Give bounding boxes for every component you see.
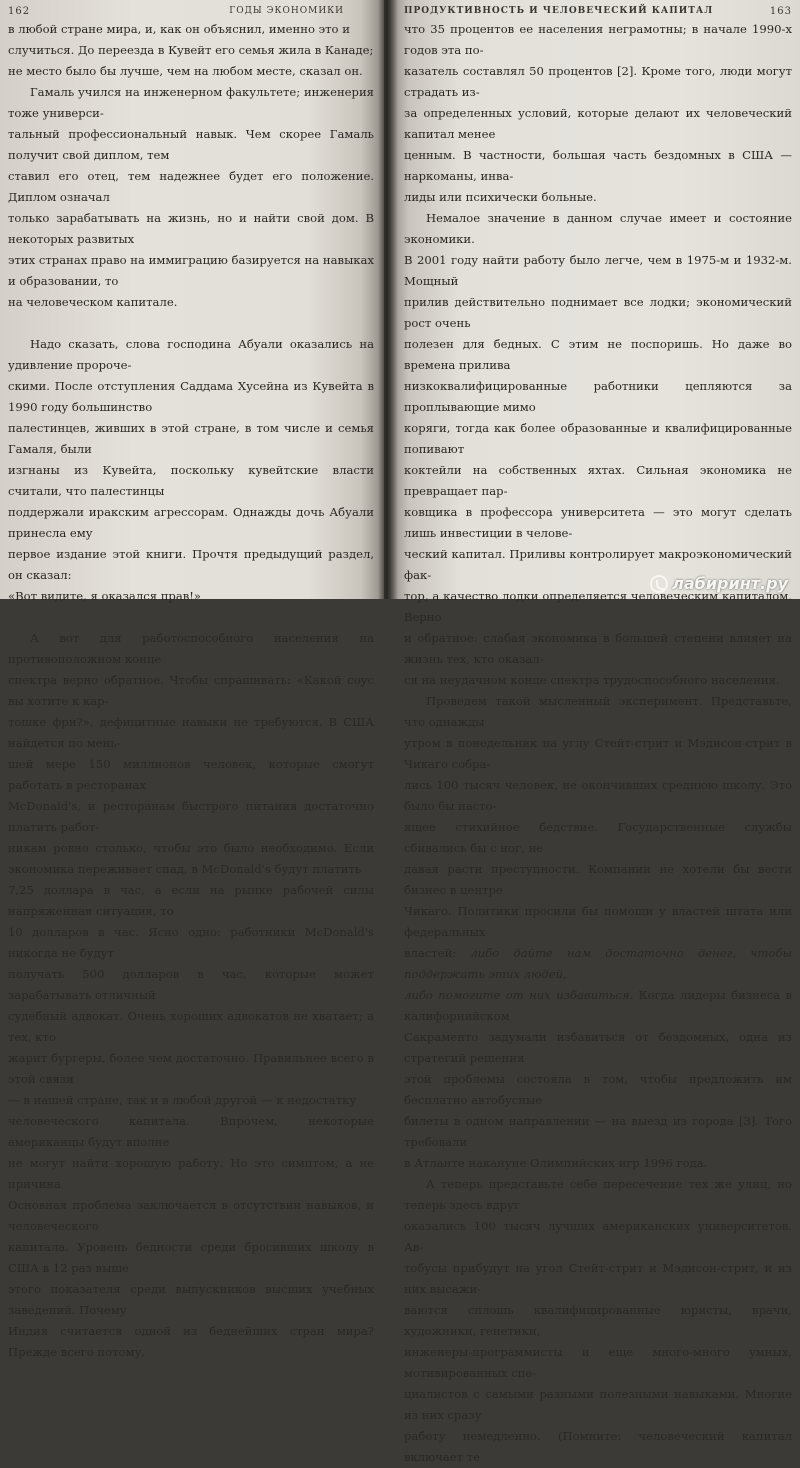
left-page-header: [8, 4, 374, 18]
text-line: Гамаль учился на инженерном факультете; инженерия тоже универси-: [8, 85, 374, 120]
text-line: что 35 процентов ее населения неграмотны; в начале 1990-х годов эта по-: [404, 22, 792, 57]
text-line: низкоквалифицированные работники цепляются за проплывающие мимо: [404, 379, 792, 414]
text-line: шей мере 150 миллионов человек, которые смогут работать в ресторанах: [8, 757, 374, 792]
left-page: [0, 0, 384, 1359]
text-line: Надо сказать, слова господина Абуали оказались на удивление пророче-: [8, 337, 374, 372]
text-line: скими. После отступления Саддама Хусейна из Кувейта в 1990 году большинство: [8, 379, 374, 414]
text-line: никам ровно столько, чтобы это было необходимо. Если экономика переживает спад, в McDonald's будут платить: [8, 841, 374, 876]
text-line: оказались 100 тысяч лучших американских университетов. Ав-: [404, 1219, 792, 1254]
text-line: капитала. Уровень бедности среди бросивших школу в США в 12 раз выше: [8, 1240, 374, 1275]
text-line: не место было бы лучше, чем на любом месте, сказал он.: [8, 64, 363, 78]
text-line: первое издание этой книги. Прочтя предыдущий раздел, он сказал:: [8, 547, 374, 582]
text-line: В 2001 году найти работу было легче, чем в 1975-м и 1932-м. Мощный: [404, 253, 792, 288]
text-line: McDonald's, и ресторанам быстрого питания достаточно платить работ-: [8, 799, 374, 834]
text-line: случиться. До переезда в Кувейт его семья жила в Канаде;: [8, 43, 374, 57]
text-line: лиды или психически больные.: [404, 190, 597, 204]
right-page-body: [404, 19, 792, 1468]
text-line: А вот для работоспособного населения на противоположном конце: [8, 631, 374, 666]
text-line: — в нашей стране, так и в любой другой — к недостатку: [8, 1093, 357, 1107]
text-line: Основная проблема заключается в отсутствии навыков, и человеческого: [8, 1198, 374, 1233]
text-line: ческий капитал. Приливы контролирует макроэкономический фак-: [404, 547, 792, 582]
right-page: [388, 0, 800, 1464]
text-line: в любой стране мира, и, как он объяснил, именно это и: [8, 22, 350, 36]
text-line: лись 100 тысяч человек, не окончивших среднюю школу. Это было бы насто-: [404, 778, 792, 813]
right-running-head: ПРОДУКТИВНОСТЬ И ЧЕЛОВЕЧЕСКИЙ КАПИТАЛ: [404, 6, 714, 16]
text-line: жарит бургеры, более чем достаточно. Правильнее всего в этой связи: [8, 1051, 374, 1086]
text-line: прилив действительно поднимает все лодки; экономический рост очень: [404, 295, 792, 330]
text-line: либо помогите от них избавиться. Когда лидеры бизнеса в калифорнийском: [404, 988, 792, 1023]
text-line: тошке фри?», дефицитные навыки не требуются. В США найдется по мень-: [8, 715, 374, 750]
text-line: ценным. В частности, большая часть бездомных в США — наркоманы, инва-: [404, 148, 792, 183]
text-line: получать 500 долларов в час, которые может зарабатывать отличный: [8, 967, 374, 1002]
text-line: коряги, тогда как более образованные и квалифицированные попивают: [404, 421, 792, 456]
text-line: тобусы прибудут на угол Стейт-стрит и Мэдисон-стрит, и из них высажи-: [404, 1261, 792, 1296]
text-line: «Вот видите, я оказался прав!»: [8, 589, 202, 603]
text-line: за определенных условий, которые делают их человеческий капитал менее: [404, 106, 792, 141]
text-line: Немалое значение в данном случае имеет и состояние экономики.: [404, 211, 792, 246]
text-line: поддержали иракским агрессорам. Однажды дочь Абуали принесла ему: [8, 505, 374, 540]
text-line: Проведем такой мысленный эксперимент. Представьте, что однажды: [404, 694, 792, 729]
text-line: этих странах право на иммиграцию базируется на навыках и образовании, то: [8, 253, 374, 288]
text-line: палестинцев, живших в этой стране, в том числе и семья Гамаля, были: [8, 421, 374, 456]
watermark-text: лабиринт.ру: [672, 574, 788, 593]
text-line: властей: либо дайте нам достаточно денег, чтобы поддержать этих людей,: [404, 946, 792, 981]
text-line: ваются сплошь квалифицированные юристы, врачи, художники, генетики,: [404, 1303, 792, 1338]
text-line: утром в понедельник на углу Стейт-стрит и Мэдисон-стрит в Чикаго собра-: [404, 736, 792, 771]
text-line: тор, а качество лодки определяется человеческим капиталом. Верно: [404, 589, 792, 624]
text-line: циалистов с самыми разными полезными навыками. Многие из них сразу: [404, 1387, 792, 1422]
text-line: спектра верно обратное. Чтобы спрашивать: «Какой соус вы хотите к кар-: [8, 673, 374, 708]
text-line: полезен для бедных. С этим не поспоришь. Но даже во времена прилива: [404, 337, 792, 372]
text-line: Чикаго. Политики просили бы помощи у властей штата или федеральных: [404, 904, 792, 939]
text-line: и обратное: слабая экономика в большей степени влияет на жизнь тех, кто оказал-: [404, 631, 792, 666]
text-line: не могут найти хорошую работу. Но это симптом, а не причина: [8, 1156, 374, 1191]
text-line: коктейли на собственных яхтах. Сильная экономика не превращает пар-: [404, 463, 792, 498]
right-page-header: [404, 4, 792, 18]
text-line: билеты в одном направлении — на выезд из города [3]. Того требовали: [404, 1114, 792, 1149]
text-line: работу немедленно. (Помните: человеческий капитал включает те: [404, 1429, 792, 1464]
text-line: Индия считается одной из беднейших стран мира? Прежде всего потому,: [8, 1324, 374, 1359]
text-line: человеческого капитала. Впрочем, некоторые американцы будут вполне: [8, 1114, 374, 1149]
text-line: 10 долларов в час. Ясно одно: работники McDonald's никогда не будут: [8, 925, 374, 960]
left-page-number: 162: [8, 5, 31, 17]
text-line: на человеческом капитале.: [8, 295, 178, 309]
right-page-number: 163: [769, 5, 792, 17]
text-line: тальный профессиональный навык. Чем скорее Гамаль получит свой диплом, тем: [8, 127, 374, 162]
text-line: А теперь представьте себе пересечение тех же улиц, но теперь здесь вдруг: [404, 1177, 792, 1212]
text-line: казатель составлял 50 процентов [2]. Кроме того, люди могут страдать из-: [404, 64, 792, 99]
watermark: [650, 574, 788, 593]
text-line: в Атланте накануне Олимпийских игр 1996 года.: [404, 1156, 708, 1170]
text-line: изгнаны из Кувейта, поскольку кувейтские власти считали, что палестинцы: [8, 463, 374, 498]
text-line: ставил его отец, тем надежнее будет его положение. Диплом означал: [8, 169, 374, 204]
text-line: этой проблемы состояла в том, чтобы предложить им бесплатно автобусные: [404, 1072, 792, 1107]
text-line: 7,25 доллара в час, а если на рынке рабочей силы напряженная ситуация, то: [8, 883, 374, 918]
text-line: давая расти преступности. Компании не хотели бы вести бизнес в центре: [404, 862, 792, 897]
text-line: этого показателя среди выпускников высших учебных заведений. Почему: [8, 1282, 374, 1317]
text-line: ся на неудачном конце спектра трудоспособного населения.: [404, 673, 780, 687]
text-line: ящее стихийное бедствие. Государственные службы сбивались бы с ног, не: [404, 820, 792, 855]
text-line: судебный адвокат. Очень хороших адвокатов не хватает; а тех, кто: [8, 1009, 374, 1044]
text-line: инженеры-программисты и еще много-много умных, мотивированных спе-: [404, 1345, 792, 1380]
left-running-head: ГОДЫ ЭКОНОМИКИ: [229, 6, 344, 16]
text-line: ковщика в профессора университета — это могут сделать лишь инвестиции в челове-: [404, 505, 792, 540]
text-line: только зарабатывать на жизнь, но и найти свой дом. В некоторых развитых: [8, 211, 374, 246]
text-line: Сакраменто задумали избавиться от бездомных, одна из стратегий решения: [404, 1030, 792, 1065]
book-gutter: [378, 0, 398, 599]
left-page-body: [8, 19, 374, 1363]
labirint-logo-icon: [650, 575, 668, 593]
